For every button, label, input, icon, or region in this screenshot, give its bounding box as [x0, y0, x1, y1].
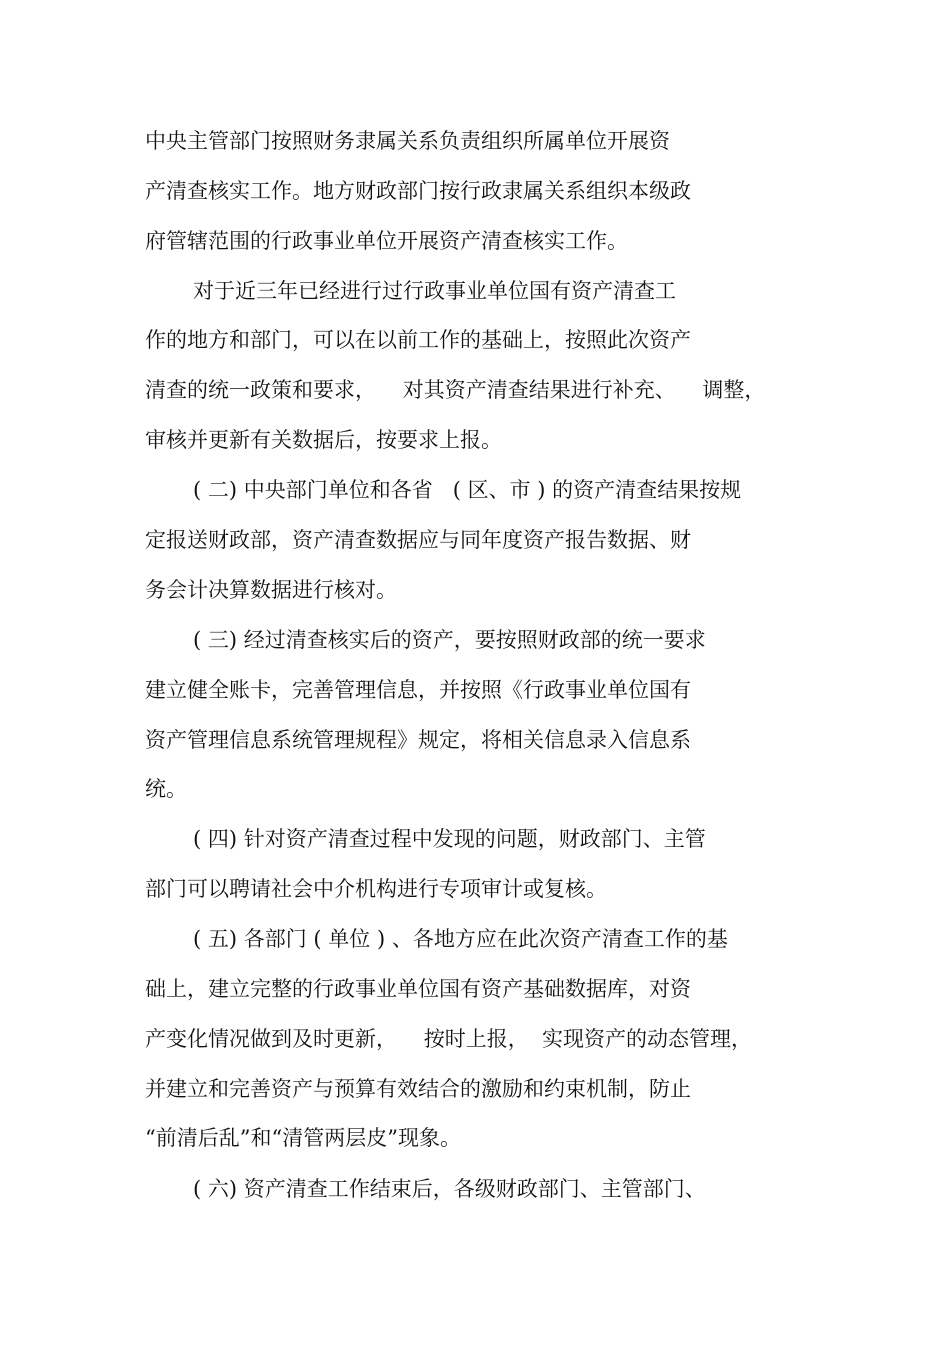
text-line: 中央主管部门按照财务隶属关系负责组织所属单位开展资 — [145, 129, 670, 153]
paragraph-first-line: ( 四) 针对资产清查过程中发现的问题，财政部门、主管 — [193, 827, 706, 851]
text-line: 产清查核实工作。地方财政部门按行政隶属关系组织本级政 — [145, 179, 691, 203]
text-line: 作的地方和部门，可以在以前工作的基础上，按照此次资产 — [145, 328, 691, 352]
text-line: 资产管理信息系统管理规程》规定，将相关信息录入信息系 — [145, 728, 691, 752]
text-line: 部门可以聘请社会中介机构进行专项审计或复核。 — [145, 877, 607, 901]
text-line: 务会计决算数据进行核对。 — [145, 578, 397, 602]
text-line: 产变化情况做到及时更新， 按时上报， 实现资产的动态管理， — [145, 1027, 753, 1051]
text-line: 审核并更新有关数据后，按要求上报。 — [145, 428, 502, 452]
text-line: 定报送财政部，资产清查数据应与同年度资产报告数据、财 — [145, 528, 691, 552]
paragraph-first-line: ( 五) 各部门 ( 单位 ) 、各地方应在此次资产清查工作的基 — [193, 927, 728, 951]
paragraph-first-line: 对于近三年已经进行过行政事业单位国有资产清查工 — [193, 279, 676, 303]
text-line: 统。 — [145, 777, 187, 801]
paragraph-first-line: ( 三) 经过清查核实后的资产，要按照财政部的统一要求 — [193, 628, 706, 652]
text-line: 清查的统一政策和要求， 对其资产清查结果进行补充、 调整， — [145, 378, 766, 402]
text-line: 并建立和完善资产与预算有效结合的激励和约束机制，防止 — [145, 1077, 691, 1101]
text-line: “前清后乱”和“清管两层皮”现象。 — [145, 1126, 461, 1150]
paragraph-first-line: ( 二) 中央部门单位和各省 ( 区、市 ) 的资产清查结果按规 — [193, 478, 742, 502]
text-line: 础上，建立完整的行政事业单位国有资产基础数据库，对资 — [145, 977, 691, 1001]
paragraph-first-line: ( 六) 资产清查工作结束后，各级财政部门、主管部门、 — [193, 1177, 706, 1201]
text-line: 府管辖范围的行政事业单位开展资产清查核实工作。 — [145, 229, 628, 253]
text-line: 建立健全账卡，完善管理信息，并按照《行政事业单位国有 — [145, 678, 691, 702]
